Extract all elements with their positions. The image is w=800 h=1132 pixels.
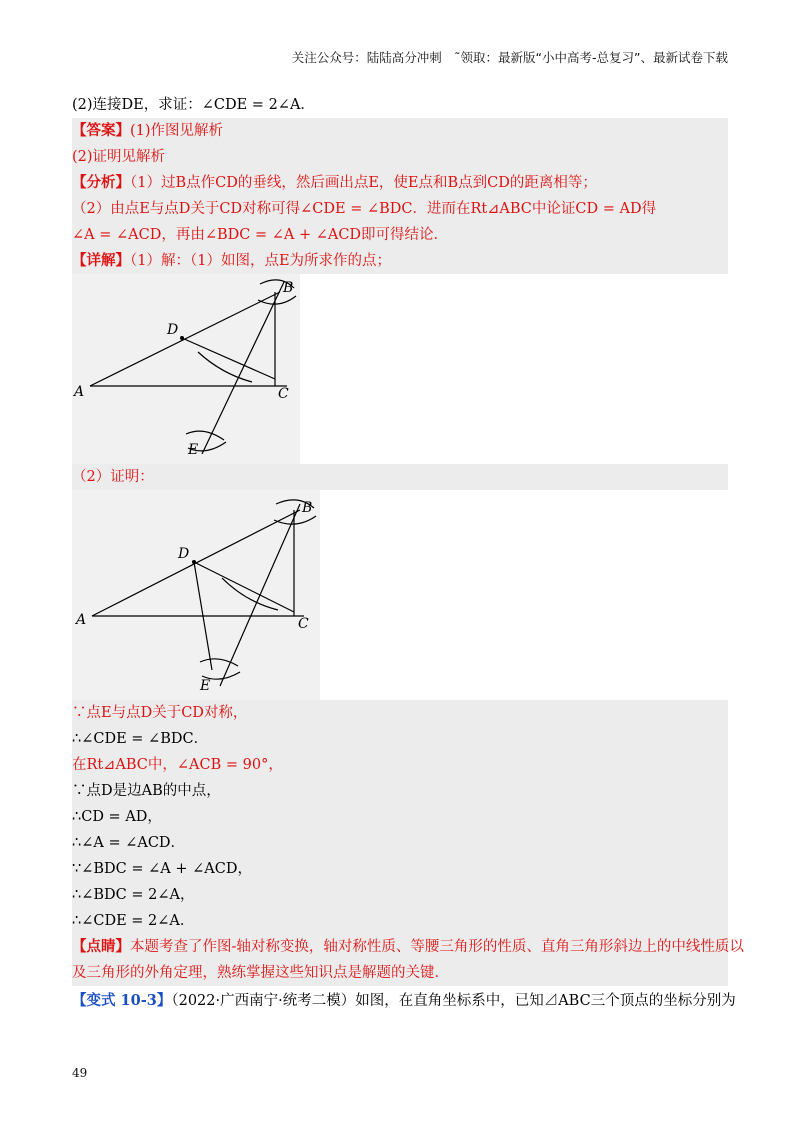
point-d-marker bbox=[192, 560, 196, 564]
fig2-label-b: B bbox=[302, 500, 313, 516]
proof-step: ∵∠BDC = ∠A + ∠ACD， bbox=[72, 861, 252, 877]
page-number: 49 bbox=[72, 1066, 88, 1080]
construction-diagram-2 bbox=[72, 490, 320, 700]
question-part2: (2)连接DE，求证：∠CDE = 2∠A． bbox=[72, 97, 315, 113]
fig2-label-a: A bbox=[76, 612, 87, 628]
comment-line2: 及三角形的外角定理，熟练掌握这些知识点是解题的关键． bbox=[72, 965, 449, 981]
proof-step: ∵点D是边AB的中点， bbox=[72, 783, 221, 799]
figure-1 bbox=[72, 274, 300, 464]
construction-diagram-1 bbox=[72, 274, 300, 464]
fig1-label-b: B bbox=[283, 280, 294, 296]
proof-step: ∵点E与点D关于CD对称， bbox=[72, 705, 248, 721]
proof-heading: （2）证明： bbox=[72, 469, 154, 485]
proof-step: 在Rt⊿ABC中，∠ACB = 90°， bbox=[72, 757, 283, 773]
fig2-label-d: D bbox=[178, 546, 190, 562]
answer-line1: (1)作图见解析 bbox=[130, 123, 224, 139]
proof-block bbox=[72, 700, 744, 986]
analysis-tag: 【分析】 bbox=[72, 174, 130, 191]
comment-line1: 本题考查了作图-轴对称变换，轴对称性质、等腰三角形的性质、直角三角形斜边上的中线性质以 bbox=[130, 939, 744, 955]
proof-step: ∴∠CDE = 2∠A． bbox=[72, 913, 195, 929]
solution-block bbox=[72, 118, 728, 274]
fig1-label-c: C bbox=[278, 386, 289, 402]
point-d-marker bbox=[180, 336, 184, 340]
analysis-line1: （1）过B点作CD的垂线，然后画出点E，使E点和B点到CD的距离相等； bbox=[130, 175, 597, 191]
detail-line1: （1）解：（1）如图，点E为所求作的点； bbox=[130, 253, 392, 269]
fig1-label-d: D bbox=[167, 322, 179, 338]
proof-step: ∴∠A = ∠ACD． bbox=[72, 835, 186, 851]
comment-tag: 【点睛】 bbox=[72, 938, 130, 955]
page-content bbox=[72, 92, 744, 1014]
variant-tag: 【变式 10-3】 bbox=[72, 992, 172, 1009]
fig2-label-e: E bbox=[200, 678, 211, 694]
variant-text: （2022·广西南宁·统考二模）如图，在直角坐标系中，已知⊿ABC三个顶点的坐标分别为 bbox=[171, 993, 736, 1009]
detail-tag: 【详解】 bbox=[72, 252, 130, 269]
answer-line2: (2)证明见解析 bbox=[72, 149, 166, 165]
fig1-label-a: A bbox=[74, 384, 85, 400]
figure-2 bbox=[72, 490, 320, 700]
proof-step: ∴∠BDC = 2∠A， bbox=[72, 887, 195, 903]
analysis-line3: ∠A = ∠ACD，再由∠BDC = ∠A + ∠ACD即可得结论． bbox=[72, 227, 449, 243]
proof-step: ∴CD = AD， bbox=[72, 809, 162, 825]
fig1-label-e: E bbox=[188, 442, 199, 458]
fig2-label-c: C bbox=[298, 616, 309, 632]
analysis-line2: （2）由点E与点D关于CD对称可得∠CDE = ∠BDC．进而在Rt⊿ABC中论证CD = AD得 bbox=[72, 201, 657, 217]
page-header: 关注公众号：陆陆高分冲刺 ˜领取：最新版“小中高考-总复习”、最新试卷下载 bbox=[291, 50, 728, 65]
proof-step: ∴∠CDE = ∠BDC． bbox=[72, 731, 209, 747]
answer-tag: 【答案】 bbox=[72, 122, 130, 139]
